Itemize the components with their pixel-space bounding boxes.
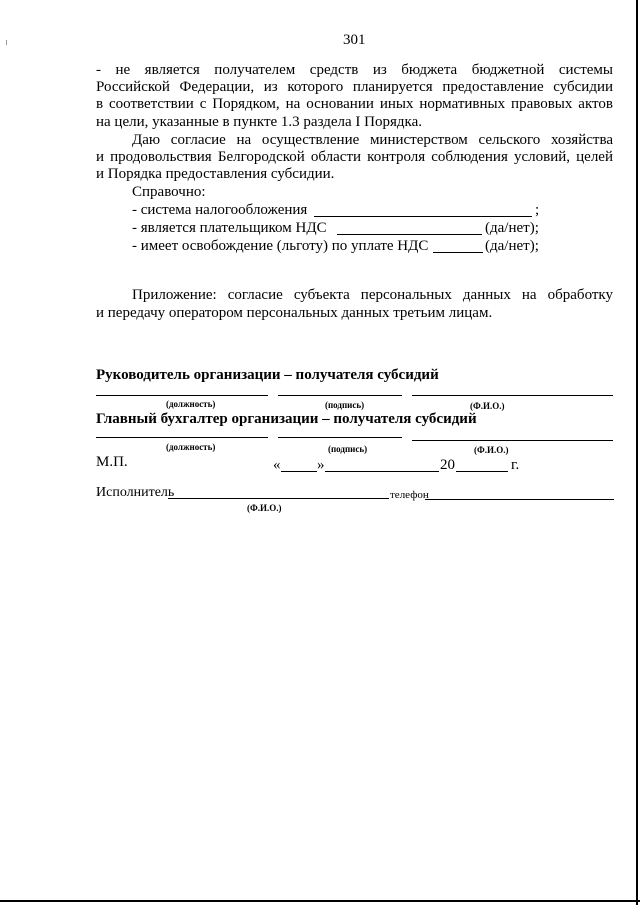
- fio-caption: (Ф.И.О.): [470, 401, 505, 411]
- head-title: Руководитель организации – получателя субсидий: [96, 367, 439, 383]
- page-number: 301: [343, 32, 366, 48]
- stamp-label: М.П.: [96, 454, 128, 470]
- date-close-quote: »: [317, 457, 325, 473]
- tax-system-end: ;: [535, 202, 540, 218]
- scan-edge-right: [636, 0, 638, 905]
- phone-label: телефон: [390, 489, 429, 501]
- vat-payer-end: (да/нет);: [485, 220, 539, 236]
- signature-caption: (подпись): [325, 400, 365, 410]
- vat-exempt-end: (да/нет);: [485, 238, 539, 254]
- date-open-quote: «: [273, 457, 281, 473]
- signature-caption: (подпись): [328, 444, 368, 454]
- paragraph-line: - не является получателем средств из бюджета бюджетной системы: [96, 62, 613, 78]
- accountant-position-field[interactable]: [96, 437, 268, 438]
- vat-exempt-label: - имеет освобождение (льготу) по уплате НДС: [132, 238, 429, 254]
- consent-line: и Порядка предоставления субсидии.: [96, 166, 335, 182]
- vat-exempt-field[interactable]: [433, 252, 483, 253]
- tax-system-field[interactable]: [314, 216, 532, 217]
- phone-field[interactable]: [425, 499, 614, 500]
- position-caption: (должность): [166, 399, 216, 409]
- paragraph-line: на цели, указанные в пункте 1.3 раздела I Порядка.: [96, 114, 422, 130]
- head-position-field[interactable]: [96, 395, 268, 396]
- tax-system-label: - система налогообложения: [132, 202, 308, 218]
- vat-payer-field[interactable]: [337, 234, 482, 235]
- date-year-suffix: г.: [511, 457, 520, 473]
- paragraph-line: в соответствии с Порядком, на основании иных нормативных правовых актов: [96, 96, 613, 112]
- date-day-field[interactable]: [281, 471, 317, 472]
- appendix-line: Приложение: согласие субъекта персональных данных на обработку: [132, 287, 613, 303]
- scan-edge-bottom: [0, 900, 640, 902]
- date-year-field[interactable]: [456, 471, 508, 472]
- position-caption: (должность): [166, 442, 216, 452]
- executor-fio-caption: (Ф.И.О.): [247, 503, 282, 513]
- appendix-line: и передачу оператором персональных данных третьим лицам.: [96, 305, 493, 321]
- head-fio-field[interactable]: [412, 395, 613, 396]
- date-month-field[interactable]: [325, 471, 439, 472]
- reference-heading: Справочно:: [132, 184, 206, 200]
- consent-line: Даю согласие на осуществление министерством сельского хозяйства: [132, 132, 613, 148]
- paragraph-line: Российской Федерации, из которого планируется предоставление субсидии: [96, 79, 613, 95]
- fio-caption: (Ф.И.О.): [474, 445, 509, 455]
- executor-label: Исполнитель: [96, 485, 175, 500]
- accountant-fio-field[interactable]: [412, 440, 613, 441]
- date-year-prefix: 20: [440, 457, 455, 473]
- head-signature-field[interactable]: [278, 395, 402, 396]
- vat-payer-label: - является плательщиком НДС: [132, 220, 327, 236]
- consent-line: и продовольствия Белгородской области контроля соблюдения условий, целей: [96, 149, 613, 165]
- accountant-title: Главный бухгалтер организации – получателя субсидий: [96, 411, 477, 427]
- scan-speck: [6, 40, 7, 45]
- executor-fio-field[interactable]: [168, 498, 389, 499]
- accountant-signature-field[interactable]: [278, 437, 402, 438]
